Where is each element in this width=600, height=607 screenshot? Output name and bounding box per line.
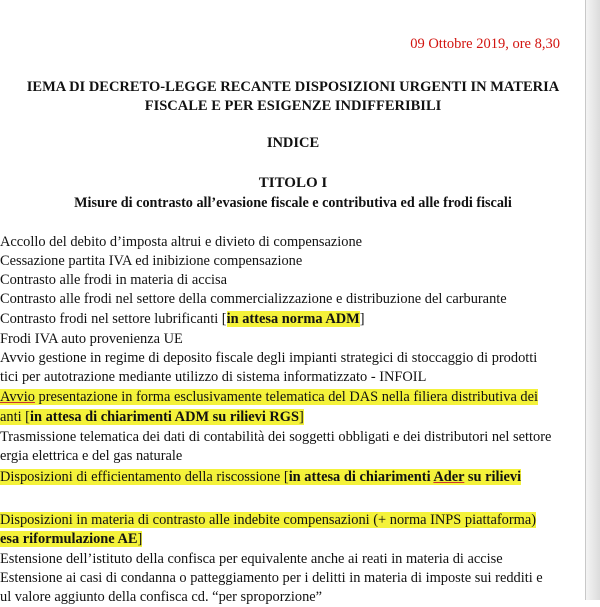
index-item <box>0 290 507 309</box>
index-item <box>0 468 521 487</box>
note-text: in attesa di chiarimenti <box>288 469 434 485</box>
index-item-continuation <box>0 368 426 387</box>
index-item <box>0 550 503 569</box>
index-item-text: Accollo del debito d’imposta altrui e divieto di compensazione <box>0 234 363 250</box>
index-item-continuation <box>0 530 142 549</box>
index-item-text: Avvio <box>0 389 35 405</box>
index-item-text: Contrasto alle frodi nel settore della commercializzazione e distribuzione del carburante <box>0 291 507 307</box>
index-item-text: Disposizioni in materia di contrasto alle indebite compensazioni (+ norma INPS piattaforma) <box>0 512 537 528</box>
index-item-continuation <box>0 447 182 466</box>
index-item <box>0 252 302 271</box>
index-item <box>0 388 538 407</box>
index-item-text: Trasmissione telematica dei dati di contabilità dei soggetti obbligati e dei distributori nel settore <box>0 429 552 445</box>
index-item-text: anti [ <box>0 409 30 425</box>
index-item <box>0 511 536 530</box>
document-date: 09 Ottobre 2019, ore 8,30 <box>410 36 560 52</box>
highlighted-note: in attesa norma ADM <box>226 311 360 327</box>
index-item <box>0 271 227 290</box>
index-item-text: Estensione dell’istituto della confisca per equivalente anche ai reati in materia di accise <box>0 551 503 567</box>
highlighted-note: esa riformulazione AE <box>0 531 138 547</box>
index-item-continuation <box>0 408 304 427</box>
highlighted-note <box>289 469 521 485</box>
highlighted-note: in attesa di chiarimenti ADM su rilievi RGS <box>29 409 300 425</box>
index-item-text: ] <box>299 409 304 425</box>
index-item <box>0 428 551 447</box>
index-item-text: Avvio gestione in regime di deposito fiscale degli impianti strategici di stoccaggio di prodotti <box>0 350 538 366</box>
index-item-text: ] <box>359 311 365 327</box>
index-heading: INDICE <box>266 135 320 151</box>
index-item-text: ergia elettrica e del gas naturale <box>0 448 183 464</box>
index-item-text: Contrasto frodi nel settore lubrificanti [ <box>0 311 227 327</box>
index-item <box>0 310 365 329</box>
section-subtitle: Misure di contrasto all’evasione fiscale e contributiva ed alle frodi fiscali <box>74 195 512 211</box>
index-item-text: ul valore aggiunto della confisca cd. “per sproporzione” <box>0 589 323 605</box>
document-title-line-2: FISCALE E PER ESIGENZE INDIFFERIBILI <box>144 98 442 114</box>
document-title-line-1: IEMA DI DECRETO-LEGGE RECANTE DISPOSIZIONI URGENTI IN MATERIA <box>26 79 560 95</box>
index-item-text: presentazione in forma esclusivamente telematica del DAS nella filiera distributiva dei <box>34 389 539 405</box>
index-item-text: Estensione ai casi di condanna o patteggiamento per i delitti in materia di imposte sui redditi e <box>0 570 543 586</box>
index-item <box>0 233 362 252</box>
index-item-text: ] <box>137 531 143 547</box>
index-item-text: Cessazione partita IVA ed inibizione compensazione <box>0 253 303 269</box>
index-item-continuation <box>0 588 322 607</box>
index-item-text: tici per autotrazione mediante utilizzo di sistema informatizzato - INFOIL <box>0 369 427 385</box>
page-edge-scrollbar <box>585 0 600 600</box>
index-item-text: Disposizioni di efficientamento della riscossione [ <box>0 469 289 485</box>
note-text: su rilievi <box>464 469 522 485</box>
index-item <box>0 569 543 588</box>
index-item-text: Frodi IVA auto provenienza UE <box>0 331 183 347</box>
index-item-text: Contrasto alle frodi in materia di accisa <box>0 272 227 288</box>
note-text: Ader <box>433 469 465 485</box>
index-item <box>0 349 537 368</box>
index-item <box>0 330 183 349</box>
section-title: TITOLO I <box>258 175 328 191</box>
